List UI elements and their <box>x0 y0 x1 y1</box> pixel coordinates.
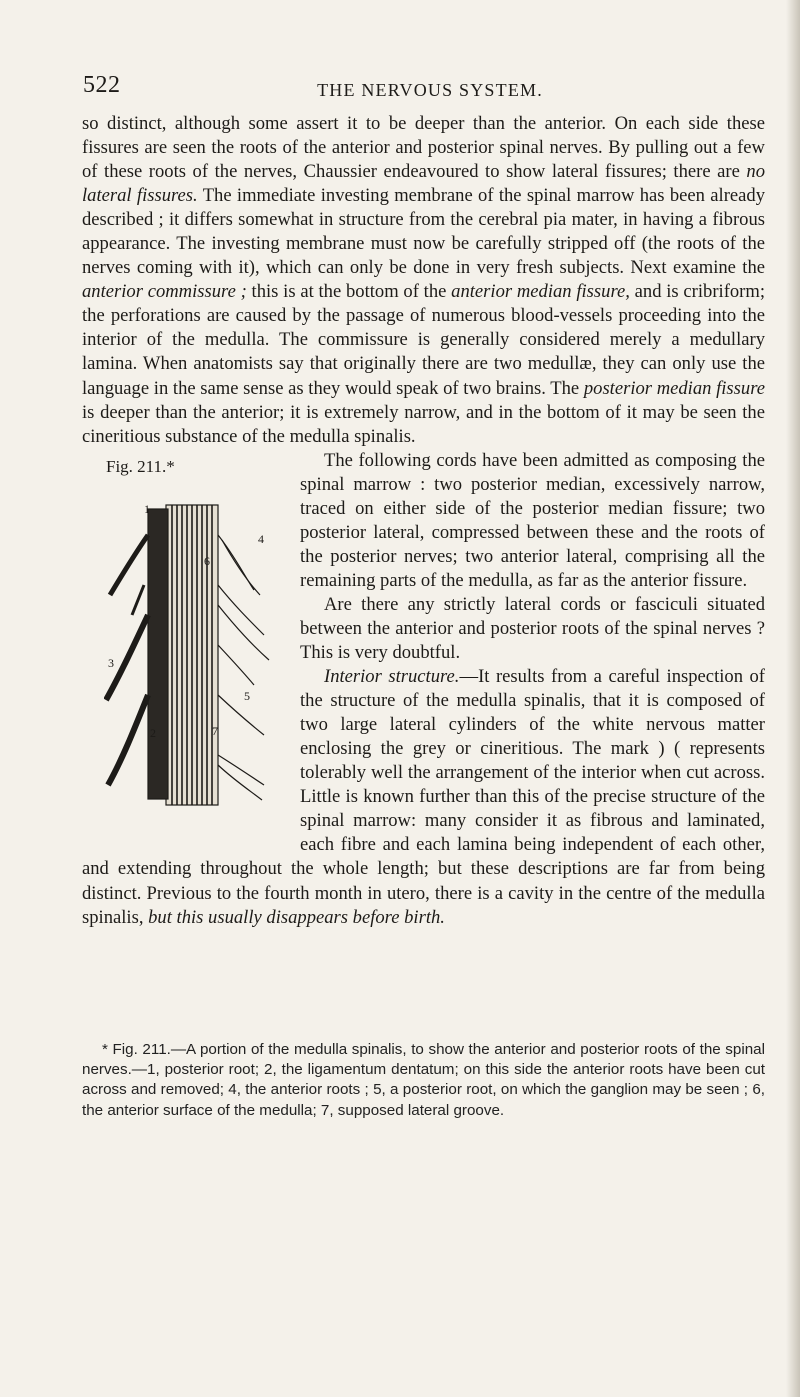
fig-number-1: 1 <box>144 501 150 516</box>
para1-text-c: this is at the bottom of the <box>246 281 452 303</box>
body-text <box>82 112 765 930</box>
fig-number-3: 3 <box>108 655 114 670</box>
spinal-cord-illustration <box>104 495 284 835</box>
para4-text: —It results from a careful inspection of the structure of the medulla spinalis, that it is composed of two large lateral cylinders of the white nervous matter enclosing the grey or cineritious. The mark ) ( represents tolerably well the arrangement of the interior when cut across. Little is known further than this of the precise structure of the spinal marrow: many consider it as fibrous and laminated, each fibre and each lamina being independent of each other, and extending throughout the whole length; but these descriptions are far from being distinct. Previous to the fourth month in utero, there is a cavity in the centre of the medulla spinalis, <box>82 666 765 928</box>
para1-italic-1: no lateral fissures. <box>82 161 765 207</box>
para1-text-a: so distinct, although some assert it to be deeper than the anterior. On each side these fissures are seen the roots of the anterior and posterior spinal nerves. By pulling out a few of these roots of the nerves, Chaussier endeavoured to show lateral fissures; there are <box>82 113 765 183</box>
para1-text-e: is deeper than the anterior; it is extremely narrow, and in the bottom of it may be seen the cineritious substance of the medulla spinalis. <box>82 401 765 447</box>
running-title <box>0 80 800 101</box>
figure-211 <box>82 449 292 849</box>
para1-italic-4: posterior median fissure <box>583 377 766 399</box>
fig-number-7: 7 <box>212 723 218 738</box>
figure-label: Fig. 211.* <box>106 456 175 476</box>
footnote-text: * Fig. 211.—A portion of the medulla spinalis, to show the anterior and posterior roots of the spinal nerves.—1, posterior root; 2, the ligamentum dentatum; on this side the anterior roots have been cut across and removed; 4, the anterior roots ; 5, a posterior root, on which the ganglion may be seen ; 6, the anterior surface of the medulla; 7, supposed lateral groove. <box>82 1041 765 1119</box>
para1-italic-3: anterior median fissure, <box>451 281 630 303</box>
para4-heading: Interior structure. <box>324 666 460 688</box>
fig-number-2: 2 <box>150 725 156 740</box>
paragraph-1 <box>82 112 765 449</box>
para4-italic-end: but this usually disappears before birth. <box>148 906 445 928</box>
fig-number-6: 6 <box>204 553 210 568</box>
page-number: 522 <box>83 72 121 98</box>
paragraph-2: The following cords have been admitted as composing the spinal marrow : two posterior median, excessively narrow, traced on either side of the posterior median fissure; two posterior lateral, compressed between these and the roots of the posterior nerves; two anterior lateral, comprising all the remaining parts of the medulla, as far as the anterior fissure. <box>300 449 765 591</box>
paragraph-3: Are there any strictly lateral cords or fasciculi situated between the anterior and posterior roots of the spinal nerves ? This is very doubtful. <box>300 593 765 664</box>
footnote <box>82 1040 765 1121</box>
para1-text-b: The immediate investing membrane of the spinal marrow has been already described ; it differs somewhat in structure from the cerebral pia mater, in having a fibrous appearance. The investing membrane must now be carefully stripped off (the roots of the nerves coming with it), which can only be done in very fresh subjects. Next examine the <box>82 185 766 279</box>
running-title-text: THE NERVOUS SYSTEM. <box>317 80 543 100</box>
page-edge-shadow <box>786 0 800 1397</box>
para1-text-d: and is cribriform; the perforations are caused by the passage of numerous blood-vessels proceeding into the interior of the medulla. The commissure is generally considered merely a medullary lamina. When anatomists say that originally there are two medullæ, they can only use the language in the same sense as they would speak of two brains. The <box>82 281 765 399</box>
fig-number-5: 5 <box>244 688 250 703</box>
para1-italic-2: anterior commissure ; <box>82 281 247 303</box>
fig-number-4: 4 <box>258 531 264 546</box>
